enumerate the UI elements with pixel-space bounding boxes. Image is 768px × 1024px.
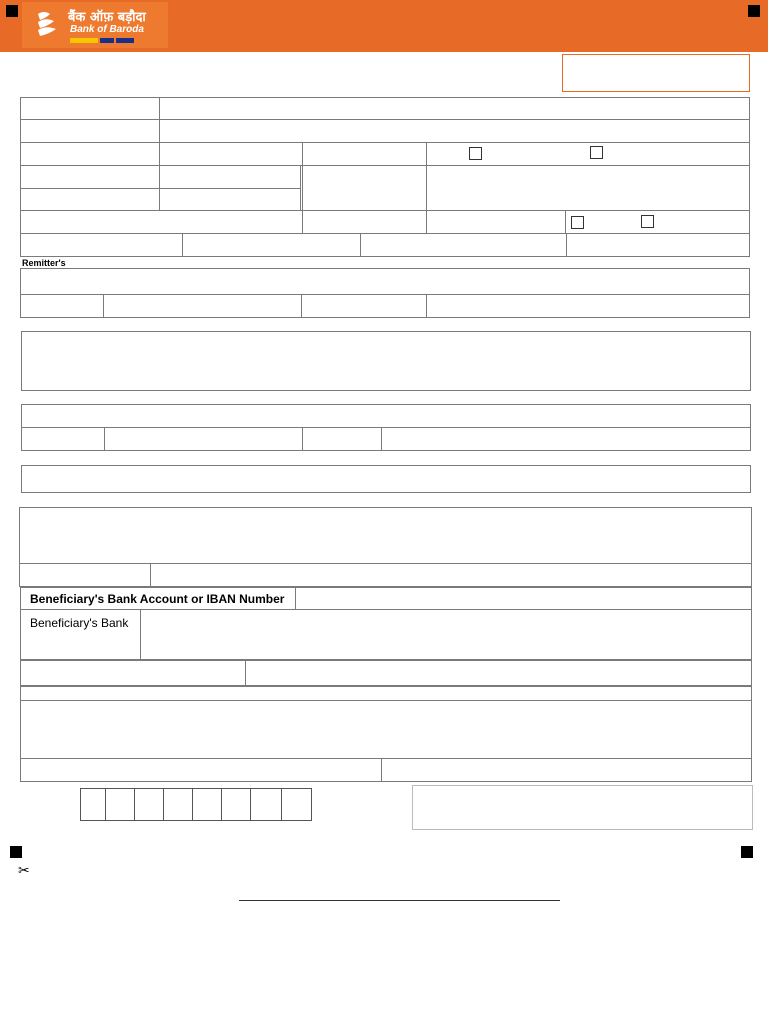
digit-box[interactable] [282, 789, 311, 820]
form-input-cell[interactable] [245, 660, 752, 686]
form-label-cell [20, 660, 246, 686]
form-label-cell [21, 427, 105, 451]
form-label-cell [20, 165, 160, 189]
form-label-cell [302, 142, 427, 166]
form-input-cell[interactable] [426, 165, 750, 211]
remitter-address-box[interactable] [21, 331, 751, 391]
registration-marker [6, 5, 18, 17]
form-label-cell [302, 210, 427, 234]
option-checkbox[interactable] [590, 146, 603, 159]
form-input-cell[interactable] [159, 142, 303, 166]
form-label-cell [360, 233, 567, 257]
signature-line [239, 900, 560, 901]
digit-box[interactable] [106, 789, 135, 820]
form-label-cell [20, 686, 752, 701]
form-label-cell [20, 188, 160, 211]
digit-box[interactable] [222, 789, 251, 820]
registration-marker [748, 5, 760, 17]
option-checkbox[interactable] [469, 147, 482, 160]
form-input-cell[interactable] [426, 210, 566, 234]
bank-of-baroda-logo-icon [34, 8, 64, 38]
form-label-cell [302, 427, 382, 451]
digit-box[interactable] [135, 789, 164, 820]
form-input-cell[interactable] [381, 427, 751, 451]
registration-marker [10, 846, 22, 858]
remitter-section-label: Remitter's [22, 258, 66, 268]
beneficiary-account-label: Beneficiary's Bank Account or IBAN Number [30, 592, 285, 606]
logo-hindi-text: बैंक ऑफ़ बड़ौदा [68, 10, 146, 25]
form-input-cell[interactable] [566, 233, 750, 257]
form-input-cell[interactable] [381, 758, 752, 782]
form-input-cell[interactable] [159, 165, 301, 189]
scissors-icon: ✂ [18, 863, 30, 879]
form-option-cell [565, 210, 750, 234]
form-label-cell [301, 294, 427, 318]
digit-box[interactable] [164, 789, 193, 820]
form-label-cell [20, 97, 160, 120]
form-input-cell[interactable] [182, 233, 361, 257]
option-checkbox[interactable] [571, 216, 584, 229]
reference-number-box[interactable] [562, 54, 750, 92]
registration-marker [741, 846, 753, 858]
digit-box[interactable] [193, 789, 222, 820]
form-label-cell [302, 165, 427, 211]
form-input-cell[interactable] [159, 119, 750, 143]
logo-english-text: Bank of Baroda [70, 24, 144, 35]
form-input-cell[interactable] [426, 294, 750, 318]
form-input-cell[interactable] [103, 294, 302, 318]
form-label-cell [20, 119, 160, 143]
form-input-cell[interactable] [159, 188, 301, 211]
form-label-cell [20, 294, 104, 318]
form-input-cell[interactable] [159, 97, 750, 120]
beneficiary-details-box[interactable] [19, 507, 752, 564]
form-input-cell[interactable] [21, 404, 751, 428]
option-checkbox[interactable] [641, 215, 654, 228]
form-label-cell [20, 758, 382, 782]
remitter-name-field[interactable] [20, 268, 750, 295]
beneficiary-bank-field[interactable] [140, 609, 752, 660]
bank-logo [22, 2, 168, 48]
beneficiary-account-label-cell [20, 587, 296, 610]
purpose-box[interactable] [20, 700, 752, 759]
form-label-cell [20, 210, 303, 234]
form-label-cell [20, 142, 160, 166]
logo-color-strip [70, 38, 134, 43]
form-label-cell [20, 233, 183, 257]
form-input-cell[interactable] [104, 427, 303, 451]
signature-box[interactable] [412, 785, 753, 830]
beneficiary-bank-label-cell [20, 609, 141, 660]
digit-box-group [80, 788, 312, 821]
form-label-cell [19, 563, 151, 587]
beneficiary-account-field[interactable] [295, 587, 752, 610]
digit-box[interactable] [81, 789, 106, 820]
beneficiary-bank-label: Beneficiary's Bank [30, 616, 129, 630]
form-input-cell[interactable] [150, 563, 752, 587]
digit-box[interactable] [251, 789, 282, 820]
form-input-cell[interactable] [21, 465, 751, 493]
